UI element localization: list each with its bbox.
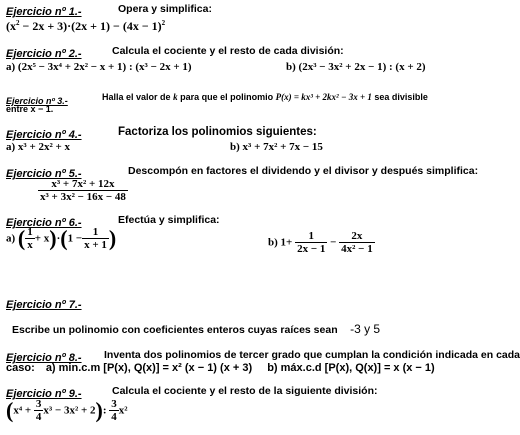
exercise-3-instruction: Halla el valor de k para que el polinomio P(x) = kx³ + 2kx² − 3x + 1 sea divisible xyxy=(102,92,428,102)
exercise-5-instruction: Descompón en factores el dividendo y el divisor y después simplifica: xyxy=(128,165,479,177)
exercise-3-line2: entre x − 1. xyxy=(6,104,54,114)
exercise-9-expression: (x⁴ + $\frac{3}{4}$ x³ − 3x² + 2): $\frac{3}{4}$ x² xyxy=(6,397,128,423)
exercise-6-b: b) 1+ $\frac{1}{2x - 1}$ − $\frac{2x}{\text{4x² − 1}}$ xyxy=(268,230,373,255)
exercise-6-title: Ejercicio nº 6.- xyxy=(6,217,82,229)
exercise-2-b: b) (2x³ − 3x² + 2x − 1) : (x + 2) xyxy=(286,61,426,73)
exercise-2-a: a) (2x⁵ − 3x⁴ + 2x² − x + 1) : (x³ − 2x + 1) xyxy=(6,61,192,73)
exercise-6-instruction: Efectúa y simplifica: xyxy=(118,214,220,226)
exercise-1-expression: $(x^2 - 2x + 3)\cdot(2x + 1) - (4x - 1)^2$ xyxy=(6,19,166,33)
exercise-1-title: Ejercicio nº 1.- xyxy=(6,6,82,18)
exercise-9-title: Ejercicio nº 9.- xyxy=(6,388,82,400)
exercise-8-instruction: Inventa dos polinomios de tercer grado que cumplan la condición indicada en cada xyxy=(104,349,520,361)
fraction-denominator: x³ + 3x² − 16x − 48 xyxy=(40,191,126,203)
exercise-4-title: Ejercicio nº 4.- xyxy=(6,129,82,141)
exercise-4-b: b) x³ + 7x² + 7x − 15 xyxy=(230,141,323,153)
exercise-4-a: a) x³ + 2x² + x xyxy=(6,141,71,153)
exercise-5-title: Ejercicio nº 5.- xyxy=(6,168,82,180)
exercise-2-instruction: Calcula el cociente y el resto de cada división: xyxy=(112,45,344,57)
exercise-3-title: Ejercicio nº 3.- xyxy=(6,96,68,106)
exercise-2-title: Ejercicio nº 2.- xyxy=(6,48,82,60)
exercise-5-fraction xyxy=(38,178,128,203)
exercise-1-instruction: Opera y simplifica: xyxy=(118,3,212,15)
exercise-6-a: a) ( $\frac{1}{x}$ + x)·(1 − $\frac{1}{x + 1}$ ) xyxy=(6,225,117,251)
exercise-7-instruction: Escribe un polinomio con coeficientes enteros cuyas raíces sean -3 y 5 xyxy=(12,322,381,336)
exercise-7-title: Ejercicio nº 7.- xyxy=(6,299,82,311)
exercise-8-cases: caso: a) min.c.m [P(x), Q(x)] = x² (x − 1) (x + 3) b) máx.c.d [P(x), Q(x)] = x (x − 1) xyxy=(6,362,435,374)
exercise-9-instruction: Calcula el cociente y el resto de la siguiente división: xyxy=(112,385,378,397)
fraction-numerator: x³ + 7x² + 12x xyxy=(38,178,128,191)
exercise-4-instruction: Factoriza los polinomios siguientes: xyxy=(118,126,317,138)
exercise-8-title: Ejercicio nº 8.- xyxy=(6,352,82,364)
